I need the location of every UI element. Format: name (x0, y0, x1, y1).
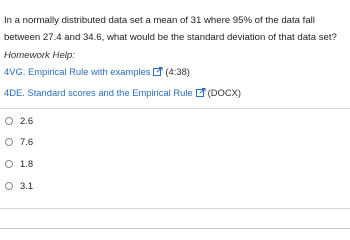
divider (0, 208, 350, 209)
external-link-icon (153, 67, 163, 76)
external-link-icon (196, 88, 206, 97)
answer-option-label: 2.6 (20, 115, 34, 126)
help-link-standard-scores-doc[interactable] (4, 87, 241, 98)
radio-button[interactable] (5, 117, 13, 125)
answer-option-2[interactable] (5, 136, 33, 147)
answer-option-1[interactable] (5, 115, 33, 126)
radio-button[interactable] (5, 138, 13, 146)
divider (0, 108, 350, 109)
help-link-label[interactable]: 4VG. Empirical Rule with examples (4, 66, 151, 77)
answer-option-3[interactable] (5, 158, 33, 169)
answer-option-label: 3.1 (20, 180, 34, 191)
help-link-empirical-rule-video[interactable] (4, 66, 190, 77)
answer-option-label: 7.6 (20, 136, 34, 147)
help-link-label[interactable]: 4DE. Standard scores and the Empirical Rule (4, 87, 193, 98)
help-link-file-type: (DOCX) (207, 87, 241, 98)
answer-option-4[interactable] (5, 180, 33, 191)
question-text: In a normally distributed data set a mean of 31 where 95% of the data fall between 27.4 and 34.6, what would be the standard deviation of that data set? (4, 15, 337, 43)
divider (0, 228, 350, 229)
homework-help-heading: Homework Help: (4, 50, 75, 61)
radio-button[interactable] (5, 160, 13, 168)
help-link-duration: (4:38) (165, 66, 190, 77)
answer-option-label: 1.8 (20, 158, 34, 169)
radio-button[interactable] (5, 182, 13, 190)
